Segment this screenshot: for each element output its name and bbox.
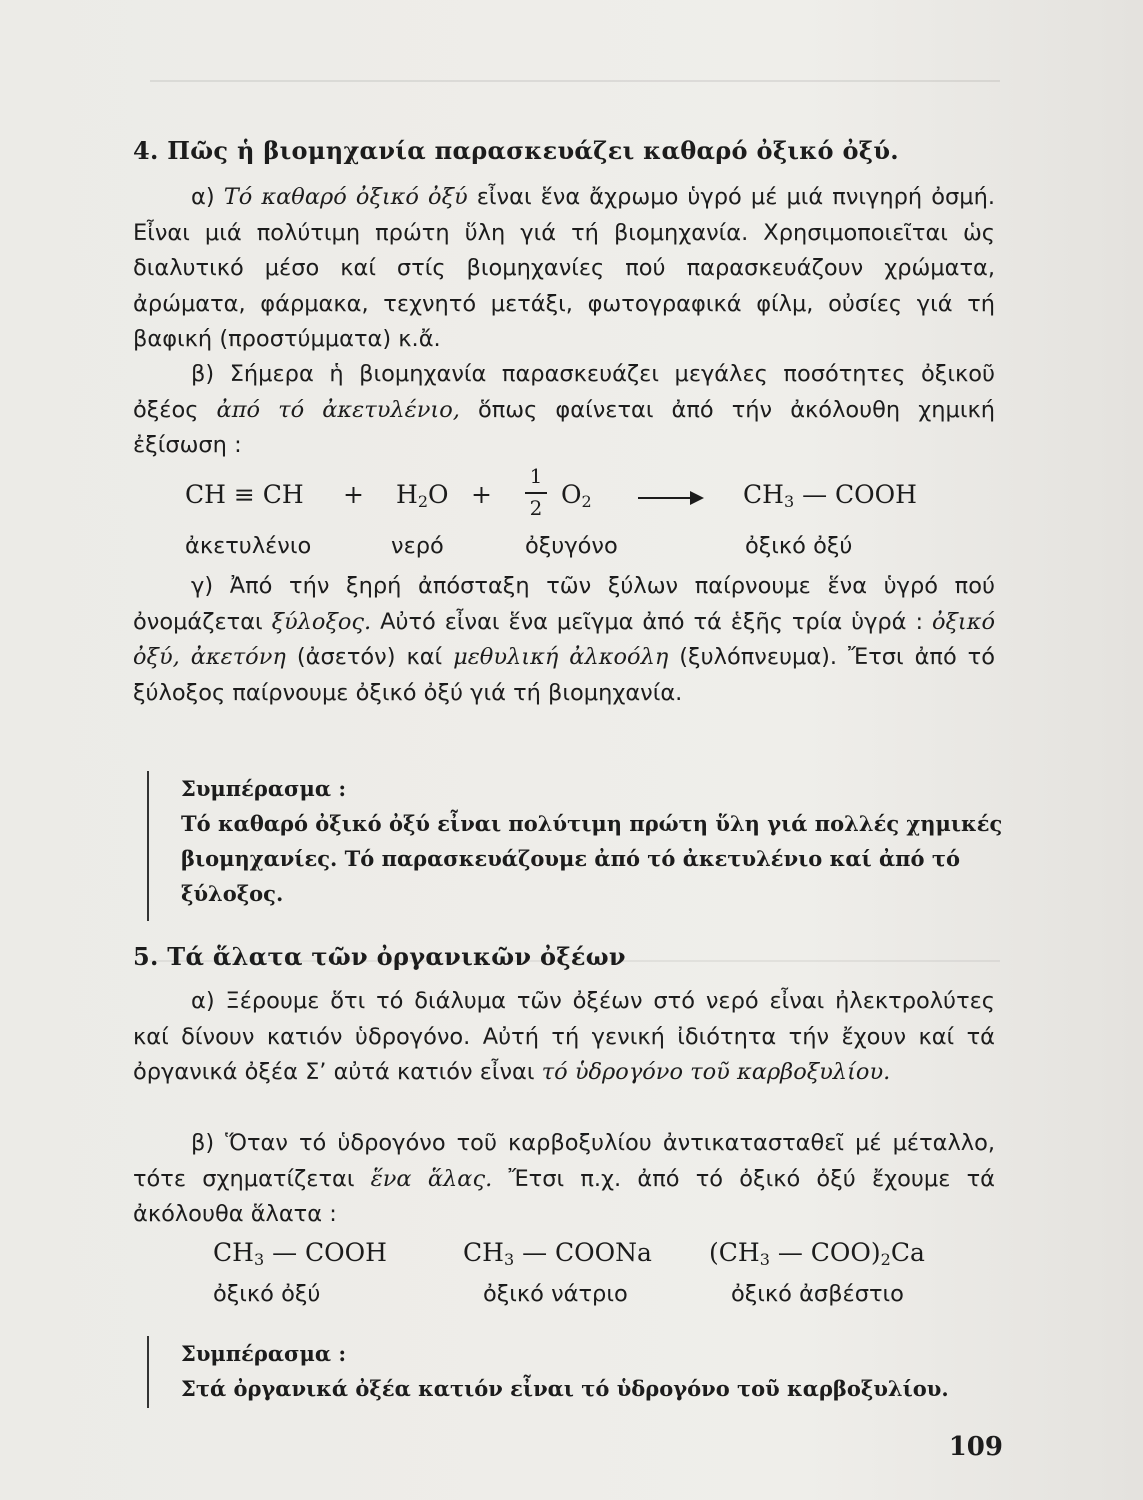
label-acetic-acid: ὀξικό ὀξύ [745,533,853,559]
paragraph-4a: α) Τό καθαρό ὀξικό ὀξύ εἶναι ἕνα ἄχρωμο ὑγρό μέ μιά πνιγηρή ὀσμή. Εἶναι μιά πολύτιμη πρώτη ὕλη γιά τή βιομηχανία. Χρησιμοποιεῖται ὡς διαλυτικό μέσο καί στίς βιομηχανίες πού παρασκευάζουν χρώματα, ἀρώματα, φάρμακα, τεχνητό μετάξι, φωτογραφικά φίλμ, οὐσίες γιά τή βαφική (προστύμματα) κ.ἄ. [133,184,995,352]
paragraph-4b: β) Σήμερα ἡ βιομηχανία παρασκευάζει μεγάλες ποσότητες ὀξικοῦ ὀξέος ἀπό τό ἀκετυλένιο, ὅπως φαίνεται ἀπό τήν ἀκόλουθη χημική ἐξίσωση : [133,361,995,458]
label-acetic-acid: ὀξικό ὀξύ [213,1281,321,1307]
formula-water: $H_2O$ [396,480,449,511]
formula-sodium-acetate: $CH_3$ — COONa [463,1238,652,1269]
bleed-through-texture [150,80,1000,98]
label-acetylene: ἀκετυλένιο [185,533,312,559]
label-oxygen: ὀξυγόνο [525,533,618,559]
fraction-denominator: 2 [529,496,543,520]
formula-acetylene: CH ≡ CH [185,480,304,509]
label-sodium-acetate: ὀξικό νάτριο [483,1281,628,1307]
formula-acetic-acid: $CH_3$ — COOH [213,1238,387,1269]
plus-sign: + [471,480,492,509]
section-heading-4: 4. Πῶς ἡ βιομηχανία παρασκευάζει καθαρό ὀξικό ὀξύ. [133,136,899,165]
conclusion-box-4: Συμπέρασμα : Τό καθαρό ὀξικό ὀξύ εἶναι πολύτιμη πρώτη ὕλη γιά πολλές χημικές βιομηχανίες. Τό παρασκευάζουμε ἀπό τό ἀκετυλένιο καί ἀπό τό ξύλοξος. [147,771,1011,921]
paragraph-5b: β) Ὅταν τό ὑδρογόνο τοῦ καρβοξυλίου ἀντικατασταθεῖ μέ μέταλλο, τότε σχηματίζεται ἕνα ἅλας. Ἔτσι π.χ. ἀπό τό ὀξικό ὀξύ ἔχουμε τά ἀκόλουθα ἅλατα : [133,1130,995,1227]
formula-calcium-acetate: ($CH_3$ — $COO)_2Ca$ [709,1238,925,1269]
conclusion-box-5: Συμπέρασμα : Στά ὀργανικά ὀξέα κατιόν εἶναι τό ὑδρογόνο τοῦ καρβοξυλίου. [147,1336,1011,1408]
page-number: 109 [948,1432,1003,1462]
section-heading-5: 5. Τά ἅλατα τῶν ὀργανικῶν ὀξέων [133,942,626,971]
formula-acetic-acid: $CH_3$ — COOH [743,480,917,511]
paragraph-4c: γ) Ἀπό τήν ξηρή ἀπόσταξη τῶν ξύλων παίρνουμε ἕνα ὑγρό πού ὀνομάζεται ξύλοξος. Αὐτό εἶναι ἕνα μεῖγμα ἀπό τά ἑξῆς τρία ὑγρά : ὀξικό ὀξύ, ἀκετόνη (ἀσετόν) καί μεθυλική ἀλκοόλη (ξυλόπνευμα). Ἔτσι ἀπό τό ξύλοξος παίρνουμε ὀξικό ὀξύ γιά τή βιομηχανία. [133,573,996,706]
reaction-arrow-icon [638,497,700,499]
label-water: νερό [391,533,444,559]
plus-sign: + [343,480,364,509]
label-calcium-acetate: ὀξικό ἀσβέστιο [731,1281,904,1307]
fraction-numerator: 1 [529,464,543,488]
formula-oxygen: $O_2$ [561,480,592,511]
paragraph-5a: α) Ξέρουμε ὅτι τό διάλυμα τῶν ὀξέων στό νερό εἶναι ἠλεκτρολύτες καί δίνουν κατιόν ὑδρογόνο. Αὐτή τή γενική ἰδιότητα τήν ἔχουν καί τά ὀργανικά ὀξέα Σ’ αὐτά κατιόν εἶναι τό ὑδρογόνο τοῦ καρβοξυλίου. [133,988,995,1085]
fraction-bar [525,492,547,494]
